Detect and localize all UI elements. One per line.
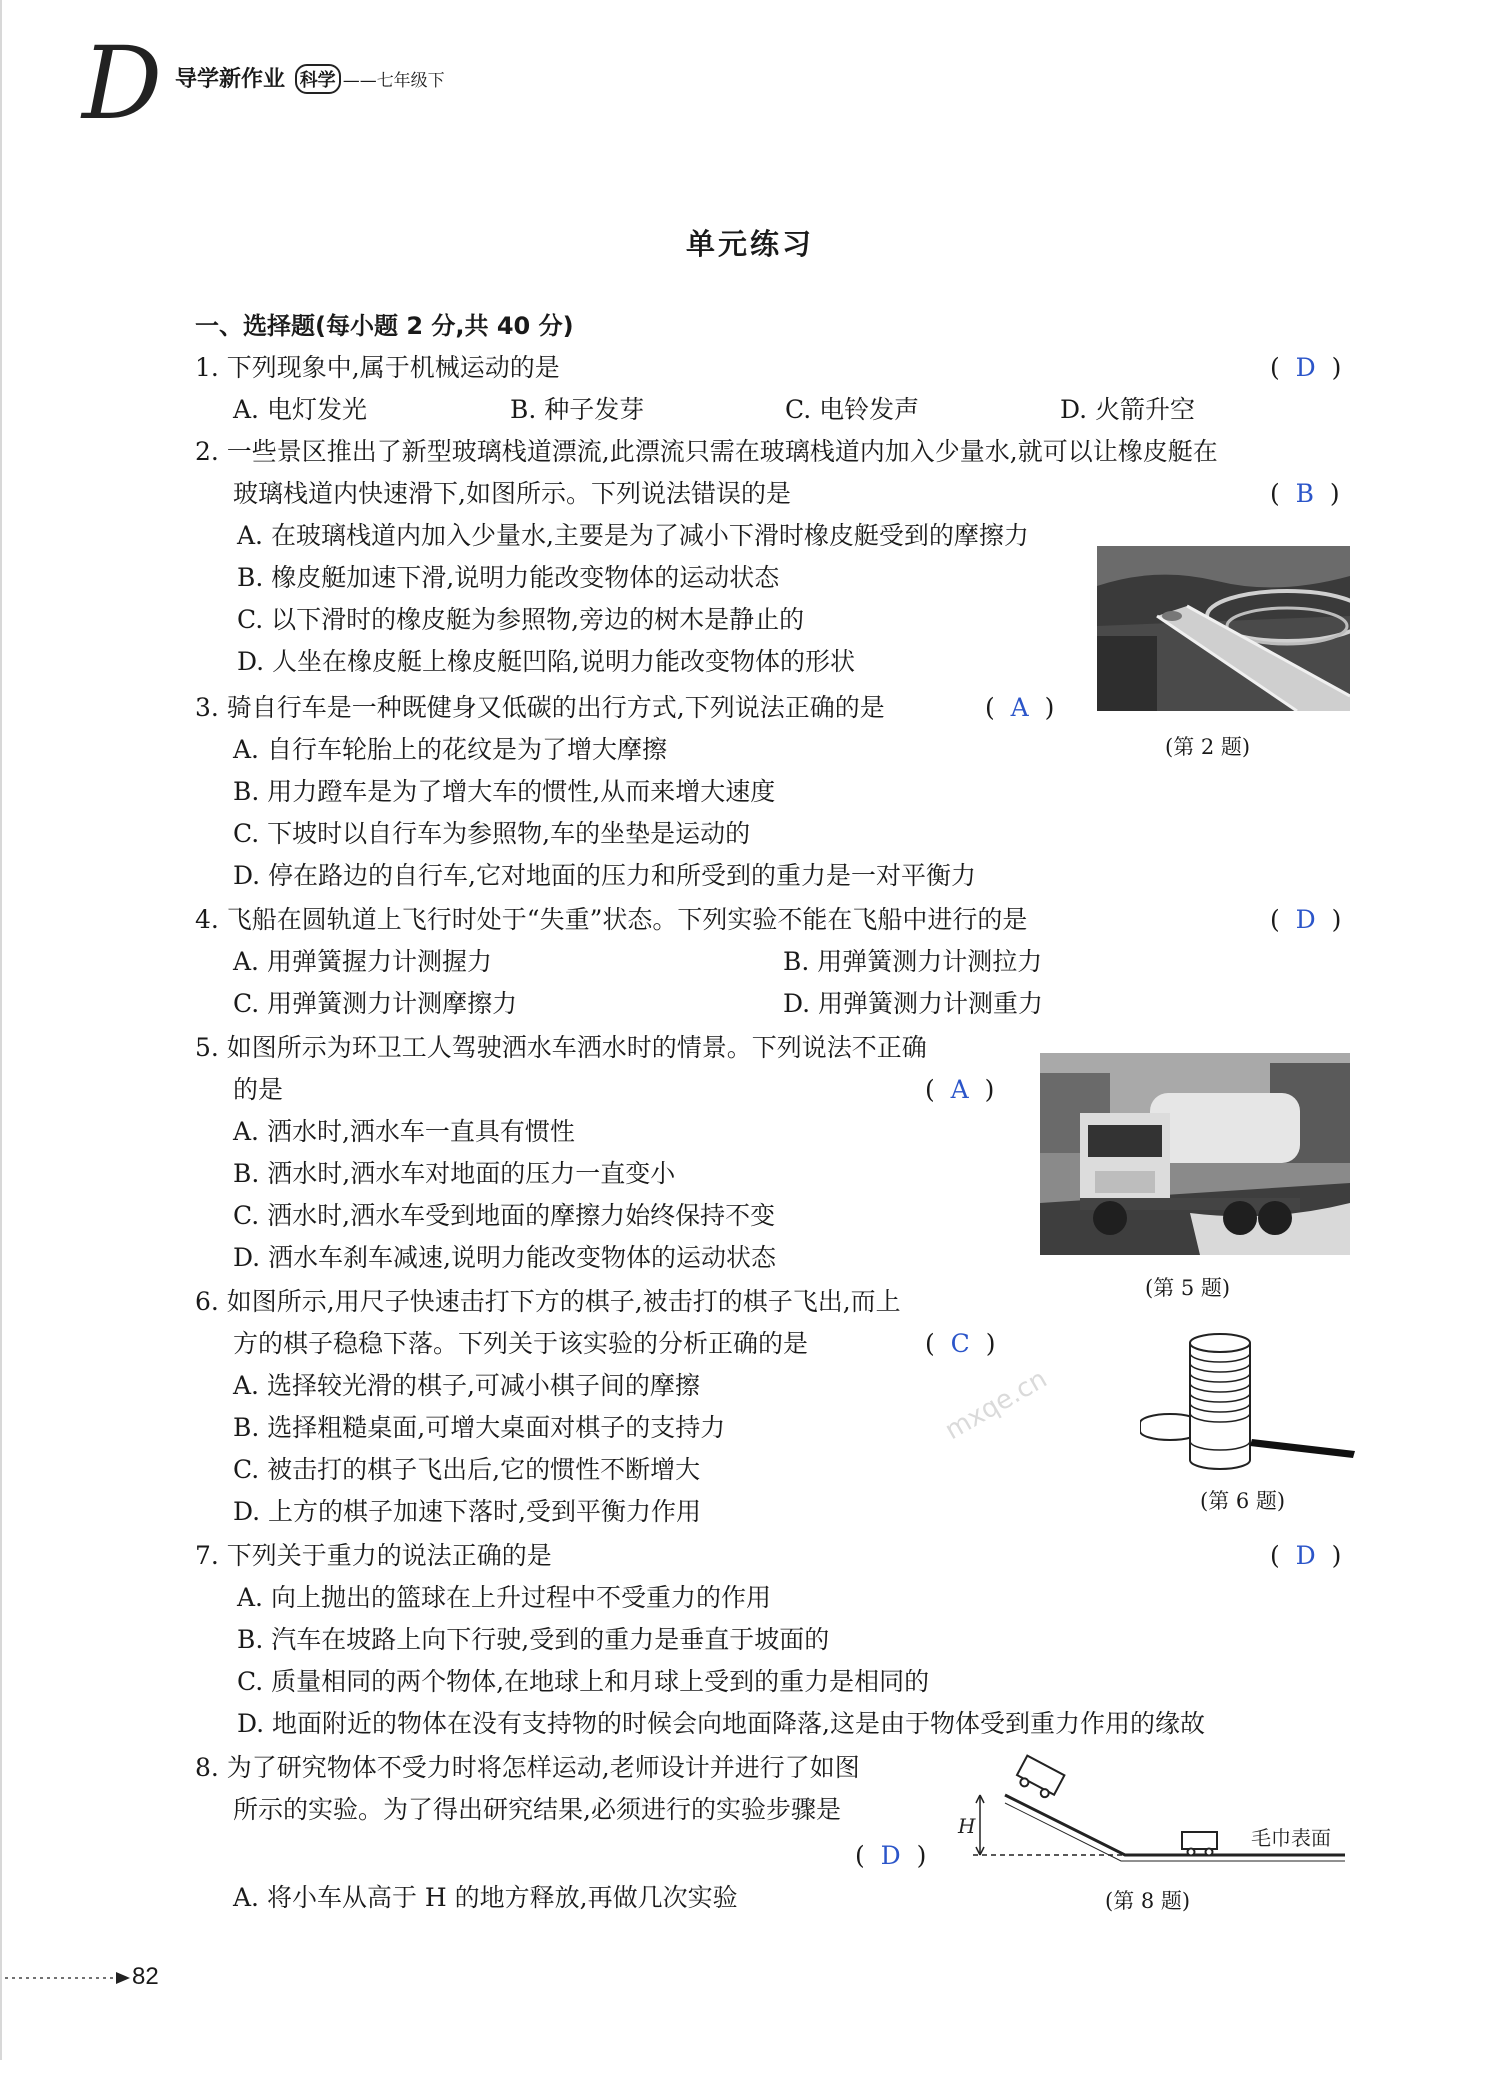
q4-option-d: D. 用弹簧测力计测重力 bbox=[783, 989, 1044, 1018]
logo-letter: D bbox=[82, 30, 163, 140]
subject-badge: 科学 bbox=[295, 64, 341, 94]
q7-option-b: B. 汽车在坡路上向下行驶,受到的重力是垂直于坡面的 bbox=[237, 1625, 830, 1654]
q7-option-c: C. 质量相同的两个物体,在地球上和月球上受到的重力是相同的 bbox=[237, 1667, 930, 1696]
q2-stem-line1: 2. 一些景区推出了新型玻璃栈道漂流,此漂流只需在玻璃栈道内加入少量水,就可以让橡皮艇在 bbox=[195, 437, 1218, 466]
q3-option-a: A. 自行车轮胎上的花纹是为了增大摩擦 bbox=[233, 735, 667, 764]
q6-stem-line1: 6. 如图所示,用尺子快速击打下方的棋子,被击打的棋子飞出,而上 bbox=[195, 1287, 901, 1316]
q4-option-c: C. 用弹簧测力计测摩擦力 bbox=[233, 989, 518, 1018]
q3-option-b: B. 用力蹬车是为了增大车的惯性,从而来增大速度 bbox=[233, 777, 776, 806]
q5-option-c: C. 洒水时,洒水车受到地面的摩擦力始终保持不变 bbox=[233, 1201, 776, 1230]
q1-option-b: B. 种子发芽 bbox=[510, 395, 645, 424]
q8-option-a: A. 将小车从高于 H 的地方释放,再做几次实验 bbox=[233, 1883, 738, 1912]
grade-label: 七年级下 bbox=[376, 71, 445, 91]
q1-answer: ( D ) bbox=[1270, 353, 1342, 382]
height-label: H bbox=[958, 1814, 976, 1838]
q2-option-c: C. 以下滑时的橡皮艇为参照物,旁边的树木是静止的 bbox=[237, 605, 805, 634]
q6-answer-letter: C bbox=[950, 1329, 970, 1358]
series-name: 导学新作业 bbox=[175, 67, 286, 92]
q1-option-d: D. 火箭升空 bbox=[1060, 395, 1196, 424]
q8-stem-line1: 8. 为了研究物体不受力时将怎样运动,老师设计并进行了如图 bbox=[195, 1753, 860, 1782]
q8-answer-letter: D bbox=[880, 1841, 901, 1870]
q3-answer: ( A ) bbox=[985, 693, 1055, 722]
q8-figure-caption: (第 8 题) bbox=[1105, 1889, 1191, 1913]
q6-option-b: B. 选择粗糙桌面,可增大桌面对棋子的支持力 bbox=[233, 1413, 726, 1442]
q5-figure-caption: (第 5 题) bbox=[1145, 1276, 1231, 1300]
q8-stem-line2: 所示的实验。为了得出研究结果,必须进行的实验步骤是 bbox=[233, 1795, 841, 1824]
q2-answer: ( B ) bbox=[1270, 479, 1340, 508]
q7-answer: ( D ) bbox=[1270, 1541, 1342, 1570]
q3-option-d: D. 停在路边的自行车,它对地面的压力和所受到的重力是一对平衡力 bbox=[233, 861, 976, 890]
q1-option-c: C. 电铃发声 bbox=[785, 395, 920, 424]
q2-stem-line2: 玻璃栈道内快速滑下,如图所示。下列说法错误的是 bbox=[233, 479, 791, 508]
q7-stem: 7. 下列关于重力的说法正确的是 bbox=[195, 1541, 552, 1570]
towel-surface-label: 毛巾表面 bbox=[1251, 1826, 1331, 1850]
q3-option-c: C. 下坡时以自行车为参照物,车的坐垫是运动的 bbox=[233, 819, 751, 848]
page-number: 82 bbox=[132, 1963, 159, 1990]
page-edge-shadow bbox=[0, 0, 2, 2060]
q4-option-b: B. 用弹簧测力计测拉力 bbox=[783, 947, 1043, 976]
q2-option-b: B. 橡皮艇加速下滑,说明力能改变物体的运动状态 bbox=[237, 563, 780, 592]
q7-option-d: D. 地面附近的物体在没有支持物的时候会向地面降落,这是由于物体受到重力作用的缘故 bbox=[237, 1709, 1205, 1738]
q2-option-d: D. 人坐在橡皮艇上橡皮艇凹陷,说明力能改变物体的形状 bbox=[237, 647, 855, 676]
q5-stem-line2: 的是 bbox=[233, 1075, 284, 1104]
q5-answer: ( A ) bbox=[925, 1075, 995, 1104]
q4-answer: ( D ) bbox=[1270, 905, 1342, 934]
q8-answer: ( D ) bbox=[855, 1841, 927, 1870]
q5-option-a: A. 洒水时,洒水车一直具有惯性 bbox=[233, 1117, 575, 1146]
q1-stem: 1. 下列现象中,属于机械运动的是 bbox=[195, 353, 560, 382]
footer-arrow-icon bbox=[0, 1970, 135, 1986]
q6-answer: ( C ) bbox=[925, 1329, 996, 1358]
header-series bbox=[175, 62, 445, 94]
q5-option-b: B. 洒水时,洒水车对地面的压力一直变小 bbox=[233, 1159, 676, 1188]
sprinkler-truck-photo bbox=[1040, 1053, 1350, 1255]
q2-figure-caption: (第 2 题) bbox=[1165, 735, 1251, 759]
series-logo-icon bbox=[80, 30, 180, 140]
q7-answer-letter: D bbox=[1295, 1541, 1316, 1570]
q3-answer-letter: A bbox=[1010, 693, 1029, 722]
q3-stem: 3. 骑自行车是一种既健身又低碳的出行方式,下列说法正确的是 bbox=[195, 693, 885, 722]
glass-slide-photo bbox=[1097, 546, 1350, 711]
chess-piece-stack-diagram bbox=[1140, 1325, 1360, 1475]
q4-stem: 4. 飞船在圆轨道上飞行时处于“失重”状态。下列实验不能在飞船中进行的是 bbox=[195, 905, 1028, 934]
q6-stem-line2: 方的棋子稳稳下落。下列关于该实验的分析正确的是 bbox=[233, 1329, 809, 1358]
q2-answer-letter: B bbox=[1295, 479, 1315, 508]
q5-stem-line1: 5. 如图所示为环卫工人驾驶洒水车洒水时的情景。下列说法不正确 bbox=[195, 1033, 927, 1062]
q6-option-c: C. 被击打的棋子飞出后,它的惯性不断增大 bbox=[233, 1455, 701, 1484]
q1-option-a: A. 电灯发光 bbox=[233, 395, 367, 424]
q4-option-a: A. 用弹簧握力计测握力 bbox=[233, 947, 492, 976]
q7-option-a: A. 向上抛出的篮球在上升过程中不受重力的作用 bbox=[237, 1583, 771, 1612]
q1-answer-letter: D bbox=[1295, 353, 1316, 382]
q6-figure-caption: (第 6 题) bbox=[1200, 1489, 1286, 1513]
incline-cart-diagram bbox=[955, 1745, 1355, 1885]
q5-option-d: D. 洒水车刹车减速,说明力能改变物体的运动状态 bbox=[233, 1243, 776, 1272]
q5-answer-letter: A bbox=[950, 1075, 969, 1104]
q6-option-d: D. 上方的棋子加速下落时,受到平衡力作用 bbox=[233, 1497, 701, 1526]
header-separator: —— bbox=[342, 71, 377, 91]
q2-option-a: A. 在玻璃栈道内加入少量水,主要是为了减小下滑时橡皮艇受到的摩擦力 bbox=[237, 521, 1029, 550]
watermark: mxqe.cn bbox=[940, 1363, 1053, 1447]
page-title: 单元练习 bbox=[685, 227, 814, 261]
q6-option-a: A. 选择较光滑的棋子,可减小棋子间的摩擦 bbox=[233, 1371, 700, 1400]
q4-answer-letter: D bbox=[1295, 905, 1316, 934]
section-heading: 一、选择题(每小题 2 分,共 40 分) bbox=[195, 312, 574, 340]
